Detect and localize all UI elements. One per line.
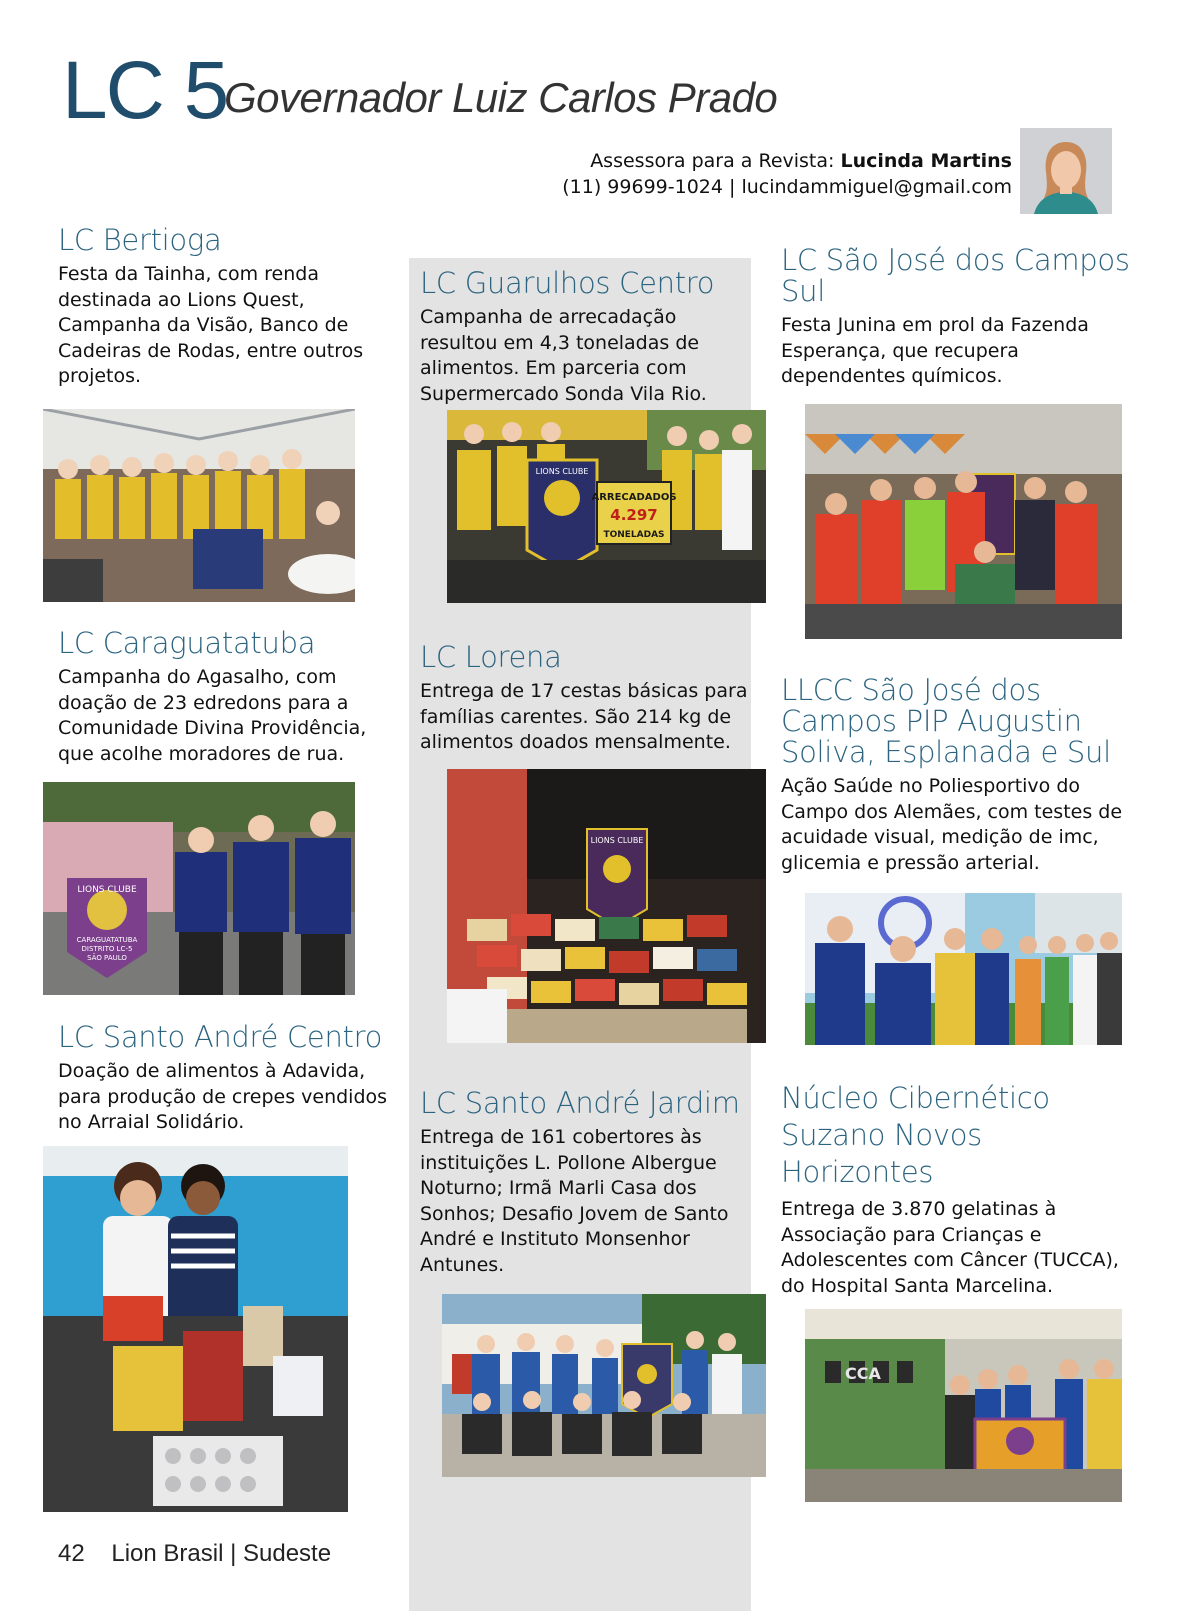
- club-suzano-novos-horizontes: [781, 1080, 1131, 1299]
- page-number: 42: [58, 1540, 85, 1567]
- club-description: Festa da Tainha, com renda destinada ao Lions Quest, Campanha da Visão, Banco de Cadeiras de Rodas, entre outros projetos.: [58, 263, 364, 387]
- club-guarulhos-centro: [420, 268, 750, 407]
- club-description: Festa Junina em prol da Fazenda Esperança, que recupera dependentes químicos.: [781, 314, 1089, 387]
- page-footer: [58, 1540, 331, 1568]
- club-description: Campanha de arrecadação resultou em 4,3 toneladas de alimentos. Em parceria com Supermercado Sonda Vila Rio.: [420, 306, 707, 405]
- club-caraguatatuba: [58, 628, 388, 767]
- club-title: LC Caraguatatuba: [58, 626, 316, 660]
- club-sao-jose-campos-sul: [781, 245, 1131, 390]
- santo-andre-jardim-image: [442, 1294, 766, 1477]
- suzano-image: [805, 1309, 1122, 1502]
- club-title: LC Santo André Centro: [58, 1020, 383, 1054]
- publication-label: Lion Brasil | Sudeste: [111, 1540, 332, 1567]
- club-title: Núcleo Cibernético Suzano Novos Horizontes: [781, 1081, 1050, 1189]
- caragua-banner-name: CARAGUATATUBA: [76, 936, 138, 944]
- caraguatatuba-image: [43, 782, 355, 995]
- santo-andre-centro-image: [43, 1146, 348, 1512]
- sao-jose-sul-photo: [805, 404, 1122, 639]
- district-title: LC 5: [62, 45, 228, 136]
- club-description: Entrega de 3.870 gelatinas à Associação para Crianças e Adolescentes com Câncer (TUCCA), do Hospital Santa Marcelina.: [781, 1198, 1119, 1297]
- assessora-contact: (11) 99699-1024 | lucindammiguel@gmail.com: [562, 176, 1012, 198]
- guarulhos-sign-line2: 4.297: [610, 506, 658, 524]
- assessora-photo: [1020, 128, 1112, 214]
- lorena-image: [447, 769, 766, 1043]
- club-title: LLCC São José dos Campos PIP Augustin Soliva, Esplanada e Sul: [781, 673, 1111, 769]
- guarulhos-image: [447, 410, 766, 603]
- tucca-letters: CCA: [845, 1364, 881, 1383]
- assessora-name: Lucinda Martins: [840, 150, 1012, 172]
- suzano-photo: [805, 1309, 1122, 1502]
- club-description: Entrega de 161 cobertores às instituições L. Pollone Albergue Noturno; Irmã Marli Casa dos Sonhos; Desafio Jovem de Santo André e Instituto Monsenhor Antunes.: [420, 1126, 729, 1276]
- assessora-block: [562, 148, 1012, 200]
- assessora-label: Assessora para a Revista:: [590, 150, 835, 172]
- club-title: LC Lorena: [420, 640, 562, 674]
- guarulhos-sign-line3: TONELADAS: [603, 530, 665, 540]
- club-description: Doação de alimentos à Adavida, para produção de crepes vendidos no Arraial Solidário.: [58, 1060, 388, 1133]
- sao-jose-sul-image: [805, 404, 1122, 639]
- bertioga-photo: [43, 409, 355, 602]
- club-bertioga: [58, 225, 388, 390]
- sao-jose-pip-photo: [805, 893, 1122, 1045]
- guarulhos-sign-line1: ARRECADADOS: [591, 492, 677, 503]
- lorena-banner-text: LIONS CLUBE: [590, 836, 644, 845]
- club-title: LC Guarulhos Centro: [420, 266, 715, 300]
- lorena-photo: [447, 769, 766, 1043]
- sao-jose-pip-image: [805, 893, 1122, 1045]
- club-lorena: [420, 642, 750, 756]
- caragua-banner-city: SÃO PAULO: [87, 954, 127, 962]
- guarulhos-photo: [447, 410, 766, 603]
- caraguatatuba-photo: [43, 782, 355, 995]
- bertioga-group-image: [43, 409, 355, 602]
- guarulhos-banner-text: LIONS CLUBE: [535, 467, 589, 476]
- santo-andre-jardim-photo: [442, 1294, 766, 1477]
- club-description: Ação Saúde no Poliesportivo do Campo dos Alemães, com testes de acuidade visual, medição de imc, glicemia e pressão arterial.: [781, 775, 1123, 874]
- santo-andre-centro-photo: [43, 1146, 348, 1512]
- caragua-banner-district: DISTRITO LC-5: [81, 945, 133, 953]
- club-santo-andre-jardim: [420, 1088, 750, 1278]
- club-title: LC Bertioga: [58, 223, 222, 257]
- club-description: Entrega de 17 cestas básicas para famílias carentes. São 214 kg de alimentos doados mensalmente.: [420, 680, 748, 753]
- caragua-banner-top: LIONS CLUBE: [77, 885, 137, 895]
- club-title: LC São José dos Campos Sul: [781, 243, 1130, 308]
- club-sao-jose-pip: [781, 675, 1131, 876]
- club-description: Campanha do Agasalho, com doação de 23 edredons para a Comunidade Divina Providência, que acolhe moradores de rua.: [58, 666, 367, 765]
- portrait-image: [1020, 128, 1112, 214]
- club-santo-andre-centro: [58, 1022, 408, 1136]
- governor-name: Governador Luiz Carlos Prado: [224, 74, 778, 121]
- club-title: LC Santo André Jardim: [420, 1086, 740, 1120]
